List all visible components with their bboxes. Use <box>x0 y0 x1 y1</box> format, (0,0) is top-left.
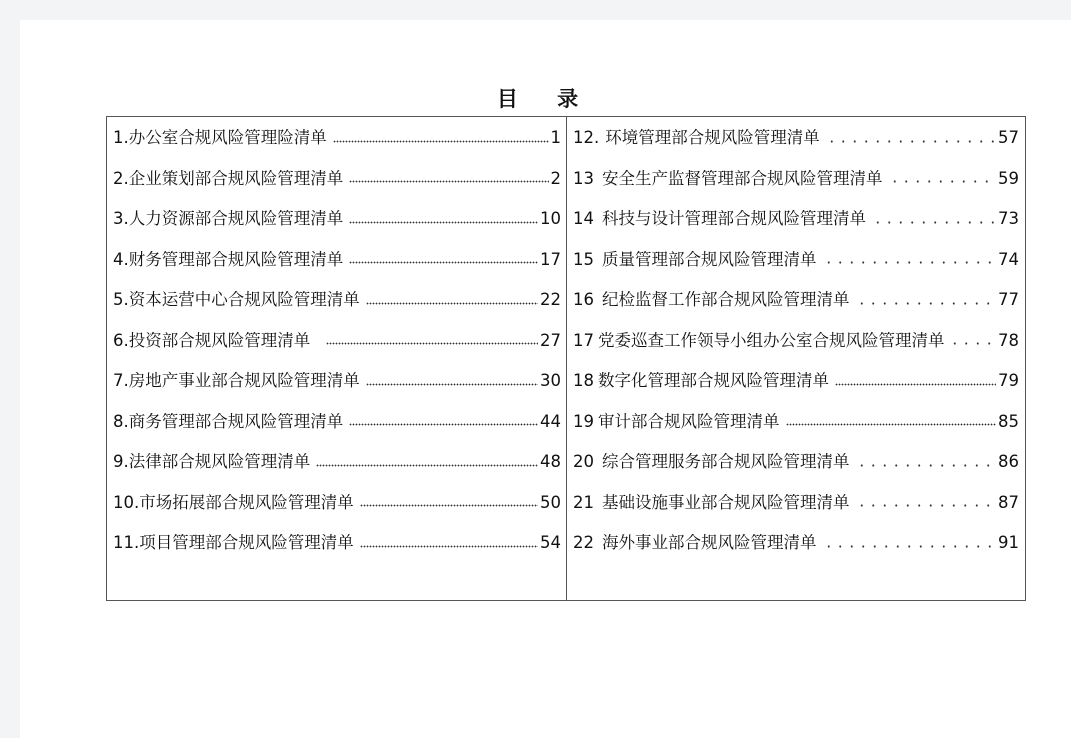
entry-number: 3. <box>113 209 129 228</box>
toc-title: 目 录 <box>496 87 595 111</box>
entry-label: 企业策划部合规风险管理清单 <box>128 168 344 188</box>
dot-leader <box>826 140 996 143</box>
toc-entry[interactable] <box>573 240 1019 280</box>
toc-entry[interactable] <box>113 199 561 239</box>
toc-entry[interactable] <box>113 523 561 563</box>
entry-number: 18 <box>573 371 594 390</box>
entry-page-number: 1 <box>550 128 561 147</box>
toc-entry[interactable] <box>573 280 1019 320</box>
toc-entry[interactable] <box>113 361 561 401</box>
entry-label: 党委巡查工作领导小组办公室合规风险管理清单 <box>598 330 945 350</box>
dot-leader <box>823 545 997 548</box>
dot-leader <box>823 261 997 264</box>
entry-page-number: 50 <box>540 492 561 512</box>
dot-leader <box>316 464 538 467</box>
toc-entry[interactable] <box>113 240 561 280</box>
toc-entry[interactable] <box>113 118 561 158</box>
entry-number: 13 <box>573 168 594 188</box>
toc-entry[interactable] <box>573 118 1019 158</box>
entry-label: 基础设施事业部合规风险管理清单 <box>602 492 850 512</box>
entry-number: 21 <box>573 492 594 512</box>
entry-page-number: 54 <box>540 533 561 552</box>
entry-page-number: 77 <box>998 290 1019 309</box>
entry-label: 项目管理部合规风险管理清单 <box>139 533 354 552</box>
entry-page-number: 57 <box>998 128 1019 147</box>
entry-label: 资本运营中心合规风险管理清单 <box>128 290 360 309</box>
entry-label: 数字化管理部合规风险管理清单 <box>598 371 829 390</box>
dot-leader <box>326 342 538 345</box>
entry-number: 16 <box>573 290 594 309</box>
entry-number: 5. <box>113 290 129 309</box>
entry-page-number: 73 <box>998 209 1019 228</box>
dot-leader <box>333 140 549 143</box>
toc-entry[interactable] <box>113 321 561 361</box>
dot-leader <box>872 221 996 224</box>
entry-page-number: 78 <box>998 330 1019 350</box>
entry-number: 15 <box>573 249 594 269</box>
dot-leader <box>360 504 538 507</box>
toc-entry[interactable] <box>573 199 1019 239</box>
entry-number: 7. <box>113 371 129 390</box>
entry-label: 人力资源部合规风险管理清单 <box>128 209 344 228</box>
toc-entry[interactable] <box>573 159 1019 199</box>
dot-leader <box>360 545 538 548</box>
dot-leader <box>835 383 996 386</box>
entry-label: 科技与设计管理部合规风险管理清单 <box>602 209 866 228</box>
entry-number: 4. <box>113 249 129 269</box>
entry-page-number: 85 <box>998 411 1019 431</box>
toc-entry[interactable] <box>113 280 561 320</box>
dot-leader <box>856 302 997 305</box>
entry-number: 17 <box>573 330 594 350</box>
entry-label: 房地产事业部合规风险管理清单 <box>128 371 360 390</box>
entry-label: 审计部合规风险管理清单 <box>598 411 780 431</box>
entry-page-number: 44 <box>540 411 561 431</box>
entry-number: 6. <box>113 330 129 350</box>
entry-page-number: 17 <box>540 249 561 269</box>
document-page <box>20 20 1071 738</box>
entry-label: 海外事业部合规风险管理清单 <box>602 533 817 552</box>
dot-leader <box>349 423 538 426</box>
toc-entry[interactable] <box>113 442 561 482</box>
dot-leader <box>349 261 538 264</box>
dot-leader <box>856 464 997 467</box>
entry-number: 20 <box>573 452 594 471</box>
entry-label: 投资部合规风险管理清单 <box>128 330 311 350</box>
entry-number: 19 <box>573 411 594 431</box>
entry-label: 市场拓展部合规风险管理清单 <box>139 492 354 512</box>
entry-page-number: 91 <box>998 533 1019 552</box>
entry-label: 纪检监督工作部合规风险管理清单 <box>602 290 850 309</box>
entry-page-number: 30 <box>540 371 561 390</box>
entry-number: 9. <box>113 452 129 471</box>
toc-entry[interactable] <box>573 523 1019 563</box>
entry-number: 10. <box>113 492 140 512</box>
dot-leader <box>349 221 538 224</box>
entry-number: 1. <box>113 128 129 147</box>
dot-leader <box>949 342 997 345</box>
toc-entry[interactable] <box>113 402 561 442</box>
entry-number: 8. <box>113 411 129 431</box>
dot-leader <box>366 383 538 386</box>
entry-label: 质量管理部合规风险管理清单 <box>602 249 817 269</box>
entry-page-number: 10 <box>540 209 561 228</box>
entry-number: 12. <box>573 128 600 147</box>
entry-label: 安全生产监督管理部合规风险管理清单 <box>602 168 883 188</box>
entry-number: 11. <box>113 533 140 552</box>
toc-entry[interactable] <box>573 442 1019 482</box>
entry-label: 环境管理部合规风险管理清单 <box>605 128 820 147</box>
entry-label: 法律部合规风险管理清单 <box>128 452 311 471</box>
entry-page-number: 27 <box>540 330 561 350</box>
dot-leader <box>786 423 997 426</box>
dot-leader <box>349 180 548 183</box>
dot-leader <box>366 302 538 305</box>
entry-page-number: 87 <box>998 492 1019 512</box>
toc-entry[interactable] <box>573 361 1019 401</box>
toc-entry[interactable] <box>573 483 1019 523</box>
entry-number: 2. <box>113 168 129 188</box>
entry-page-number: 79 <box>998 371 1019 390</box>
column-divider <box>566 117 567 600</box>
toc-entry[interactable] <box>113 483 561 523</box>
dot-leader <box>889 180 997 183</box>
entry-page-number: 59 <box>998 168 1019 188</box>
toc-entry[interactable] <box>573 321 1019 361</box>
entry-label: 办公室合规风险管理险清单 <box>128 128 327 147</box>
entry-page-number: 48 <box>540 452 561 471</box>
entry-page-number: 22 <box>540 290 561 309</box>
toc-table <box>106 116 1026 601</box>
entry-label: 商务管理部合规风险管理清单 <box>128 411 344 431</box>
dot-leader <box>856 504 997 507</box>
entry-label: 财务管理部合规风险管理清单 <box>128 249 344 269</box>
toc-entry[interactable] <box>113 159 561 199</box>
entry-page-number: 74 <box>998 249 1019 269</box>
entry-page-number: 2 <box>550 168 561 188</box>
entry-label: 综合管理服务部合规风险管理清单 <box>602 452 850 471</box>
entry-number: 22 <box>573 533 594 552</box>
entry-number: 14 <box>573 209 594 228</box>
entry-page-number: 86 <box>998 452 1019 471</box>
toc-entry[interactable] <box>573 402 1019 442</box>
